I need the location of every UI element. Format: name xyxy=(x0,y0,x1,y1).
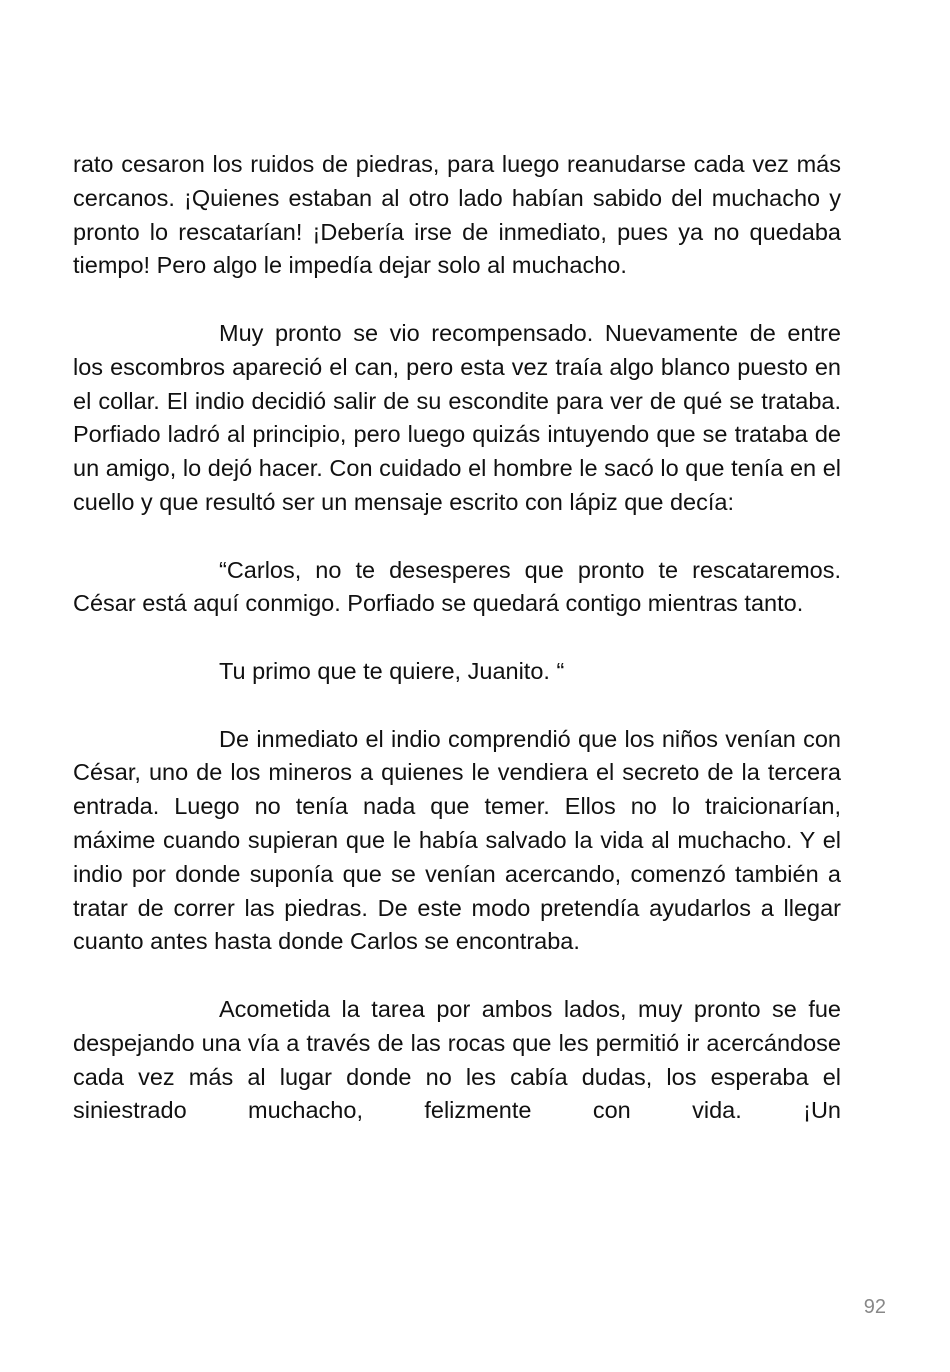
page-number: 92 xyxy=(863,1296,886,1318)
paragraph-gap xyxy=(73,621,841,655)
paragraph-2: Muy pronto se vio recompensado. Nuevamente de entre los escombros apareció el can, pero esta vez traía algo blanco puesto en el collar. El indio decidió salir de su escondite para ver de qué se trataba. Porfiado ladró al principio, pero luego quizás intuyendo que se trataba de un amigo, lo dejó hacer. Con cuidado el hombre le sacó lo que tenía en el cuello y que resultó ser un mensaje escrito con lápiz que decía: xyxy=(73,319,841,515)
paragraph-gap xyxy=(73,283,841,317)
paragraph-1: rato cesaron los ruidos de piedras, para luego reanudarse cada vez más cercanos. ¡Quienes estaban al otro lado habían sabido del muchacho y pronto lo rescatarían! ¡Debería irse de inmediato, pues ya no quedaba tiempo! Pero algo le impedía dejar solo al muchacho. xyxy=(73,151,841,279)
paragraph-4-signature: Tu primo que te quiere, Juanito. “ xyxy=(219,657,565,684)
paragraph-gap xyxy=(73,959,841,993)
paragraph-gap xyxy=(73,689,841,723)
paragraph-3-letter: “Carlos, no te desesperes que pronto te rescataremos. César está aquí conmigo. Porfiado se quedará contigo mientras tanto. xyxy=(73,556,841,617)
body-text xyxy=(73,148,841,1128)
paragraph-6: Acometida la tarea por ambos lados, muy pronto se fue despejando una vía a través de las rocas que les permitió ir acercándose cada vez más al lugar donde no les cabía dudas, los esperaba el siniestrado muchacho, felizmente con vida. ¡Un xyxy=(73,995,841,1124)
paragraph-5: De inmediato el indio comprendió que los niños venían con César, uno de los mineros a quienes le vendiera el secreto de la tercera entrada. Luego no tenía nada que temer. Ellos no lo traicionarían, máxime cuando supieran que le había salvado la vida al muchacho. Y el indio por donde suponía que se venían acercando, comenzó también a tratar de correr las piedras. De este modo pretendía ayudarlos a llegar cuanto antes hasta donde Carlos se encontraba. xyxy=(73,725,841,955)
paragraph-gap xyxy=(73,520,841,554)
